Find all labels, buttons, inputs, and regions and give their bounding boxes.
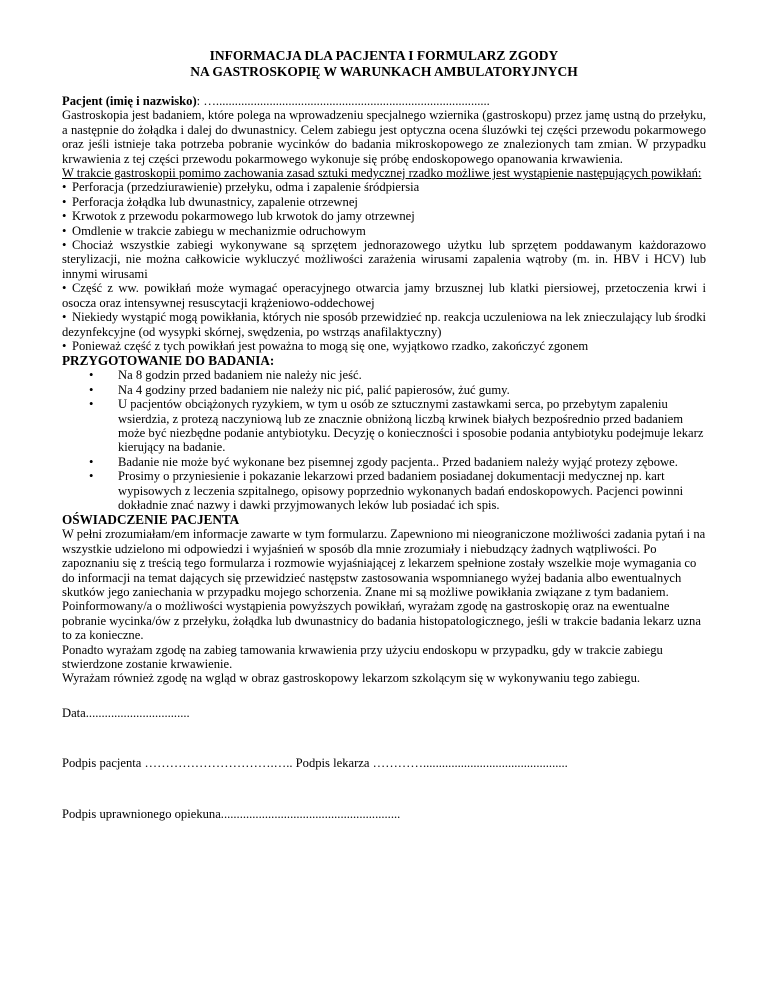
preparation-text: Na 4 godziny przed badaniem nie należy nic pić, palić papierosów, żuć gumy. <box>118 382 510 397</box>
complications-list <box>62 180 706 353</box>
bullet-icon: • <box>62 281 67 296</box>
statement-paragraph: W pełni zrozumiałam/em informacje zawarte w tym formularzu. Zapewniono mi nieograniczone możliwości zadania pytań i na wszystkie udzielono mi odpowiedzi i wyjaśnień w sposób dla mnie zrozumiały i niebudzący żadnych wątpliwości. Po zapoznaniu się z treścią tego formularza i rozmowie wyjaśniającej z lekarzem spełnione zostały wszelkie moje wymagania co do informacji na temat dających się przewidzieć następstw zastosowania wspomnianego wyżej badania albo ewentualnych skutków jego zaniechania w przypadku mojego schorzenia. Znane mi są możliwe powikłania związane z tym badaniem. <box>62 527 706 599</box>
complication-text: Perforacja (przedziurawienie) przełyku, odma i zapalenie śródpiersia <box>72 180 420 195</box>
complication-text: Omdlenie w trakcie zabiegu w mechanizmie odruchowym <box>72 223 366 238</box>
complication-text: Chociaż wszystkie zabiegi wykonywane są sprzętem jednorazowego użytku lub sprzętem poddawanym każdorazowo sterylizacji, nie można całkowicie wykluczyć możliwości zarażenia wirusami zapalenia wątroby (m. in. HBV i HCV) lub innymi wirusami <box>62 238 706 281</box>
complication-item <box>62 180 706 194</box>
patient-name-line <box>62 94 706 108</box>
preparation-list <box>62 368 706 512</box>
bullet-icon: • <box>89 368 94 383</box>
statement-heading: OŚWIADCZENIE PACJENTA <box>62 512 240 528</box>
bullet-icon: • <box>62 338 67 353</box>
bullet-icon: • <box>89 397 94 412</box>
preparation-item <box>62 383 706 397</box>
complication-text: Niekiedy wystąpić mogą powikłania, których nie sposób przewidzieć np. reakcja uczuleniowa na lek znieczulający lub środki dezynfekcyjne (od wysypki skórnej, swędzenia, po wstrząs anafilaktyczny) <box>62 310 707 339</box>
preparation-item <box>62 368 706 382</box>
complication-item <box>62 209 706 223</box>
patient-name-field[interactable]: …....................................................................................... <box>200 94 490 108</box>
bullet-icon: • <box>62 223 67 238</box>
complication-text: Ponieważ część z tych powikłań jest poważna to mogą się one, wyjątkowo rzadko, zakończyć zgonem <box>72 338 589 353</box>
bullet-icon: • <box>89 454 94 469</box>
patient-name-colon: : <box>196 94 201 108</box>
complications-heading: W trakcie gastroskopii pomimo zachowania zasad sztuki medycznej rzadko możliwe jest wystąpienie następujących powikłań: <box>62 166 702 181</box>
bullet-icon: • <box>62 180 67 195</box>
bullet-icon: • <box>62 310 67 325</box>
complication-item <box>62 281 706 310</box>
complication-text: Perforacja żołądka lub dwunastnicy, zapalenie otrzewnej <box>72 194 358 209</box>
preparation-item <box>62 397 706 455</box>
statement-paragraph: Poinformowany/a o możliwości wystąpienia powyższych powikłań, wyrażam zgodę na gastroskopię oraz na ewentualne pobranie wycinka/ów z przełyku, żołądka lub dwunastnicy do badania histopatologicznego, jeśli w trakcie badania lekarz uzna to za konieczne. <box>62 599 701 643</box>
complication-item <box>62 224 706 238</box>
bullet-icon: • <box>62 238 67 253</box>
complication-text: Część z ww. powikłań może wymagać operacyjnego otwarcia jamy brzusznej lub klatki piersiowej, przetoczenia krwi i osocza oraz intensywnej resuscytacji krążeniowo-oddechowej <box>62 281 706 310</box>
preparation-item <box>62 469 706 512</box>
bullet-icon: • <box>62 209 67 224</box>
statement-paragraph: Ponadto wyrażam zgodę na zabieg tamowania krwawienia przy użyciu endoskopu w przypadku, gdy w trakcie zabiegu stwierdzone zostanie krwawienie. <box>62 642 663 672</box>
patient-name-label: Pacjent (imię i nazwisko) <box>62 94 197 108</box>
preparation-text: Badanie nie może być wykonane bez pisemnej zgody pacjenta.. Przed badaniem należy wyjąć protezy zębowe. <box>118 454 678 469</box>
title-line-1: INFORMACJA DLA PACJENTA I FORMULARZ ZGODY <box>209 48 559 63</box>
complication-text: Krwotok z przewodu pokarmowego lub krwotok do jamy otrzewnej <box>72 209 415 224</box>
statement-paragraph-last: Wyrażam również zgodę na wgląd w obraz gastroskopowy lekarzom szkolącym się w wykonywaniu tego zabiegu. <box>62 671 641 686</box>
intro-paragraph: Gastroskopia jest badaniem, które polega na wprowadzeniu specjalnego wziernika (gastroskopu) przez jamę ustną do przełyku, a następnie do żołądka i dalej do dwunastnicy. Celem zabiegu jest optyczna ocena śluzówki tej części przewodu pokarmowego oraz jeśli istnieje taka potrzeba pobranie wycinków do badania mikroskopowego ze znalezionych tam zmian. W przypadku krwawienia z tej części przewodu pokarmowego wykonuje się próbę endoskopowego opanowania krwawienia. <box>62 108 706 166</box>
preparation-text: Prosimy o przyniesienie i pokazanie lekarzowi przed badaniem posiadanej dokumentacji medycznej np. kart wypisowych z leczenia szpitalnego, opisowy poprzednio wykonanych badań endoskopowych. Pacjenci powinni dokładnie znać nazwy i dawki przyjmowanych leków lub posiadać ich spis. <box>118 469 684 512</box>
complication-item <box>62 195 706 209</box>
document-title <box>62 48 706 80</box>
bullet-icon: • <box>89 469 94 484</box>
title-line-2: NA GASTROSKOPIĘ W WARUNKACH AMBULATORYJNYCH <box>190 64 578 79</box>
preparation-text: Na 8 godzin przed badaniem nie należy nic jeść. <box>118 368 362 383</box>
signature-line[interactable]: Podpis pacjenta ………………………….….. Podpis lekarza ………….............................................. <box>62 756 568 771</box>
preparation-text: U pacjentów obciążonych ryzykiem, w tym u osób ze sztucznymi zastawkami serca, po przebytym zapaleniu wsierdzia, z protezą naczyniową lub ze znacznie obniżoną liczbą krwinek białych bezpośrednio przed badaniem może być niezbędne podanie antybiotyku. Decyzję o konieczności i sposobie podania antybiotyku podejmuje lekarz kierujący na badanie. <box>118 397 704 455</box>
preparation-item <box>62 455 706 469</box>
bullet-icon: • <box>62 194 67 209</box>
date-field[interactable]: Data................................. <box>62 705 190 720</box>
complication-item <box>62 339 706 353</box>
complication-item <box>62 310 706 339</box>
preparation-heading: PRZYGOTOWANIE DO BADANIA: <box>62 353 275 369</box>
bullet-icon: • <box>89 382 94 397</box>
complication-item <box>62 238 706 281</box>
guardian-signature-line[interactable]: Podpis uprawnionego opiekuna......................................................... <box>62 806 401 821</box>
